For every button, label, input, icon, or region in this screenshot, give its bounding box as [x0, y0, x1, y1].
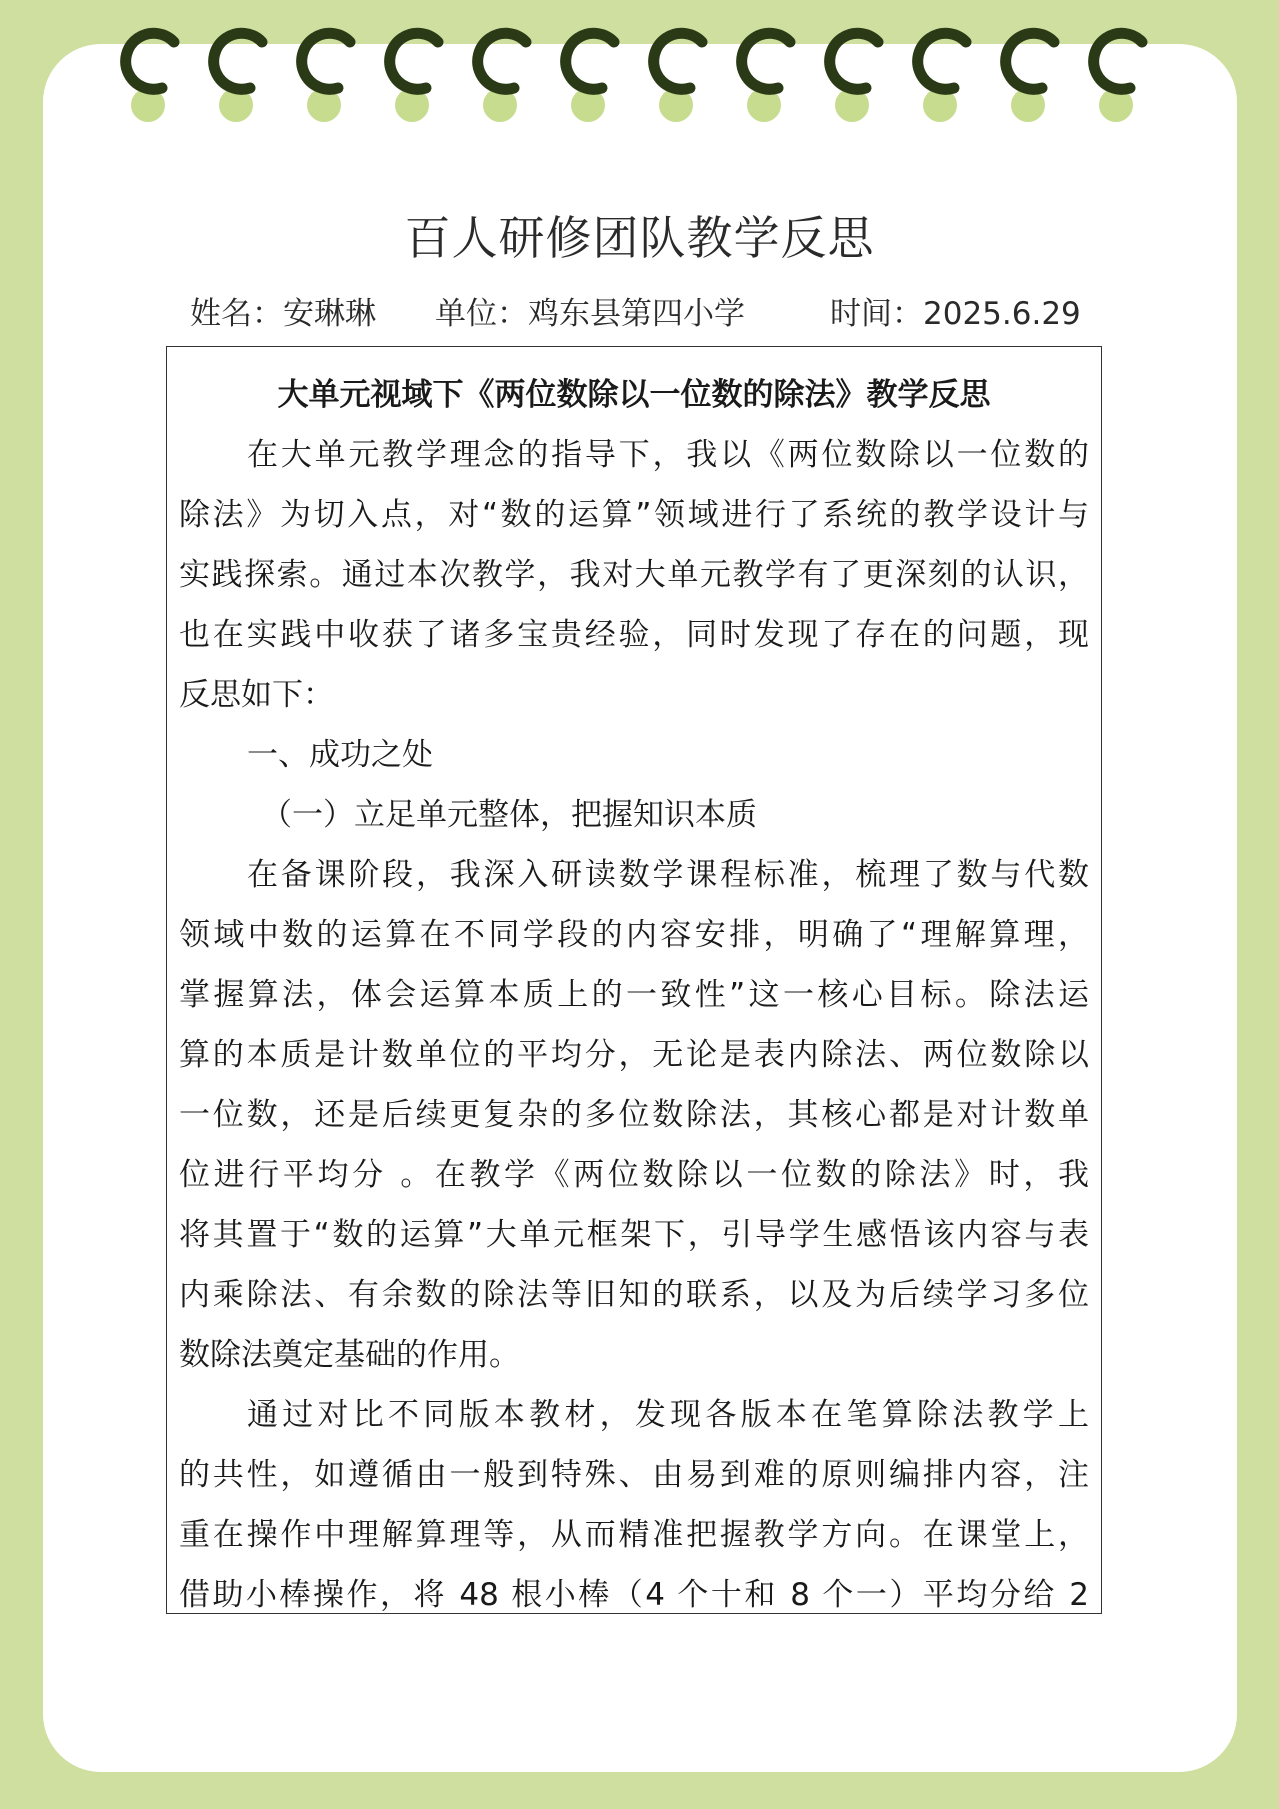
- body-line: 通过对比不同版本教材，发现各版本在笔算除法教学上: [247, 1397, 1089, 1433]
- body-line: 在大单元教学理念的指导下，我以《两位数除以一位数的: [247, 437, 1089, 473]
- body-line: 借助小棒操作，将 48 根小棒（4 个十和 8 个一）平均分给 2: [179, 1577, 1089, 1613]
- date: 时间：2025.6.29: [830, 296, 1081, 332]
- body-line: 一位数，还是后续更复杂的多位数除法，其核心都是对计数单: [179, 1097, 1089, 1133]
- body-line: 数除法奠定基础的作用。: [179, 1337, 520, 1373]
- author-unit: 单位：鸡东县第四小学: [435, 296, 745, 332]
- body-line: 也在实践中收获了诸多宝贵经验，同时发现了存在的问题，现: [179, 617, 1089, 653]
- body-line: 内乘除法、有余数的除法等旧知的联系，以及为后续学习多位: [179, 1277, 1089, 1313]
- body-line: 位进行平均分 。在教学《两位数除以一位数的除法》时，我: [179, 1157, 1089, 1193]
- body-line: 的共性，如遵循由一般到特殊、由易到难的原则编排内容，注: [179, 1457, 1089, 1493]
- body-line: 实践探索。通过本次教学，我对大单元教学有了更深刻的认识，: [179, 557, 1089, 593]
- author-name: 姓名：安琳琳: [190, 296, 376, 332]
- body-line: 掌握算法，体会运算本质上的一致性”这一核心目标。除法运: [179, 977, 1089, 1013]
- page-title: 百人研修团队教学反思: [404, 211, 875, 265]
- article-title: 大单元视域下《两位数除以一位数的除法》教学反思: [277, 377, 991, 413]
- body-line: 算的本质是计数单位的平均分，无论是表内除法、两位数除以: [179, 1037, 1089, 1073]
- body-line: 除法》为切入点，对“数的运算”领域进行了系统的教学设计与: [179, 497, 1089, 533]
- body-line: 重在操作中理解算理等，从而精准把握教学方向。在课堂上，: [179, 1517, 1089, 1553]
- body-line: 领域中数的运算在不同学段的内容安排，明确了“理解算理，: [179, 917, 1089, 953]
- section-heading: 一、成功之处: [247, 737, 433, 773]
- body-line: 在备课阶段，我深入研读数学课程标准，梳理了数与代数: [247, 857, 1089, 893]
- body-line: 将其置于“数的运算”大单元框架下，引导学生感悟该内容与表: [179, 1217, 1089, 1253]
- subsection-heading: （一）立足单元整体，把握知识本质: [261, 797, 757, 833]
- meta-info: [190, 292, 1090, 336]
- article-body: [167, 425, 1101, 1614]
- reflection-box: [166, 346, 1102, 1614]
- body-line: 反思如下：: [179, 677, 334, 713]
